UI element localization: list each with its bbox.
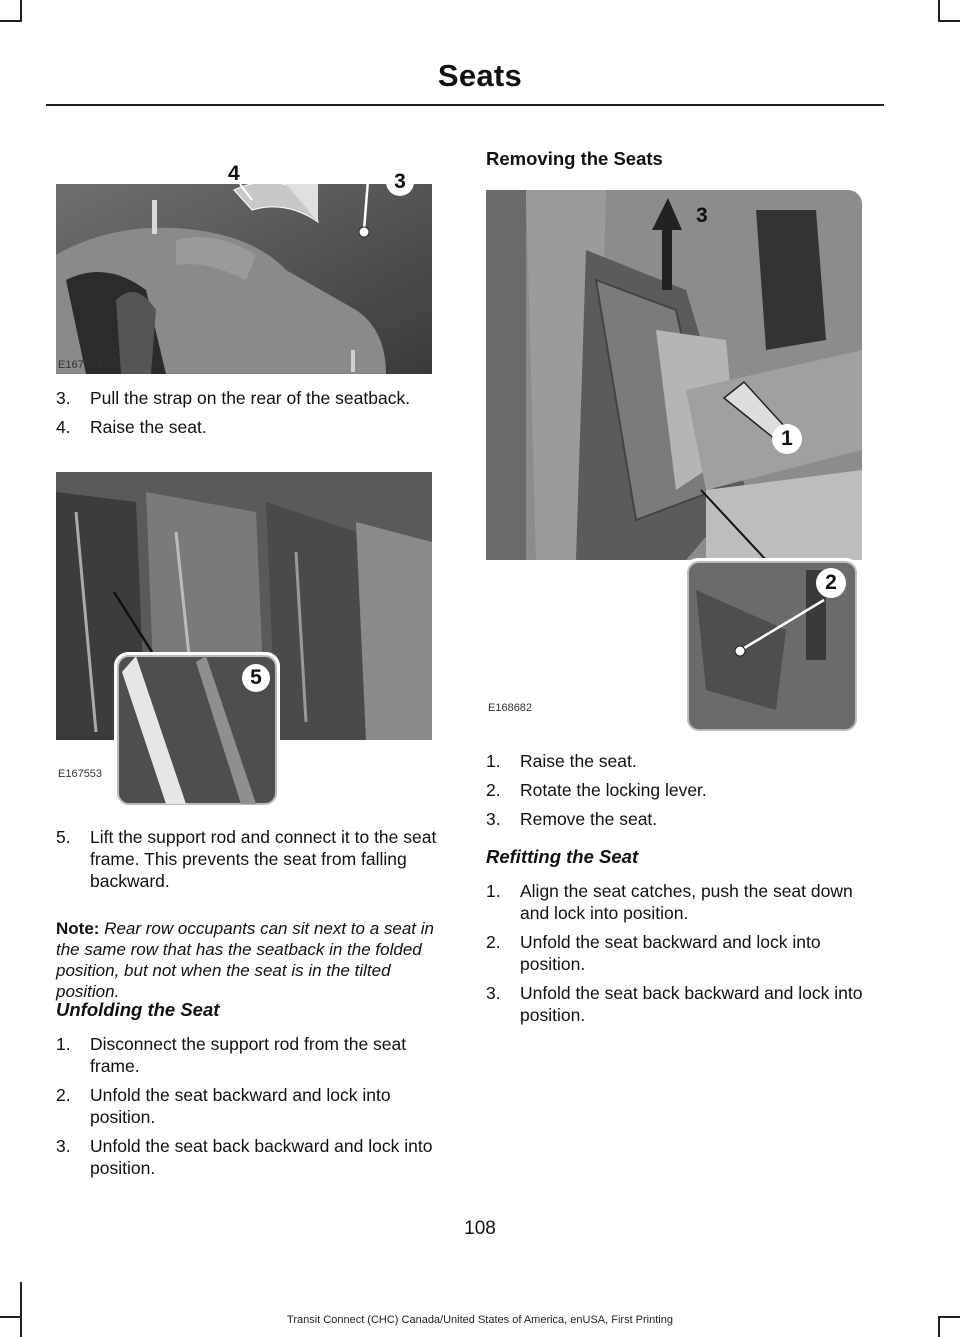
list-item: 5. Lift the support rod and connect it to the seat frame. This prevents the seat from falling backward. bbox=[56, 827, 437, 891]
steps-unfolding bbox=[56, 1033, 448, 1186]
note-label: Note: bbox=[56, 919, 100, 938]
figure-removing-seat bbox=[486, 190, 862, 734]
footer: Transit Connect (CHC) Canada/United States of America, enUSA, First Printing bbox=[287, 1314, 673, 1326]
callout-1: 1 bbox=[772, 424, 802, 454]
crop-mark bbox=[938, 0, 940, 22]
list-item: 3. Unfold the seat back backward and lock into position. bbox=[56, 1136, 433, 1178]
steps-refitting bbox=[486, 880, 886, 1033]
list-item: 4. Raise the seat. bbox=[56, 417, 207, 437]
figure-code: E167552 bbox=[58, 359, 103, 371]
callout-4: 4 bbox=[228, 162, 240, 185]
crop-mark bbox=[938, 20, 960, 22]
list-item: 3. Unfold the seat back backward and lock into position. bbox=[486, 983, 863, 1025]
list-item: 1. Raise the seat. bbox=[486, 751, 637, 771]
callout-3: 3 bbox=[386, 168, 414, 196]
list-item: 2. Unfold the seat backward and lock into position. bbox=[56, 1085, 391, 1127]
section-title-unfolding: Unfolding the Seat bbox=[56, 999, 220, 1020]
list-item: 2. Unfold the seat backward and lock into position. bbox=[486, 932, 821, 974]
header-rule bbox=[46, 104, 884, 106]
support-rod-illustration bbox=[56, 472, 432, 808]
crop-mark bbox=[20, 1282, 22, 1337]
crop-mark bbox=[20, 0, 22, 22]
list-item: 1. Disconnect the support rod from the seat frame. bbox=[56, 1034, 407, 1076]
page-number: 108 bbox=[464, 1218, 496, 1239]
figure-code: E167553 bbox=[58, 768, 103, 780]
callout-2: 2 bbox=[816, 568, 846, 598]
steps-strap bbox=[56, 387, 436, 445]
figure-strap-release bbox=[56, 160, 432, 374]
section-title-removing: Removing the Seats bbox=[486, 148, 663, 169]
note-text: Rear row occupants can sit next to a seat in the same row that has the seatback in the folded position, but not when the seat is in the tilted position. bbox=[56, 919, 434, 1001]
page-title: Seats bbox=[437, 58, 523, 93]
section-title-refitting: Refitting the Seat bbox=[486, 846, 639, 867]
list-item: 3. Pull the strap on the rear of the seatback. bbox=[56, 388, 411, 408]
callout-5: 5 bbox=[242, 664, 270, 692]
list-item: 1. Align the seat catches, push the seat down and lock into position. bbox=[486, 881, 853, 923]
steps-removing bbox=[486, 750, 886, 837]
figure-support-rod bbox=[56, 472, 432, 808]
callout-3: 3 bbox=[696, 204, 708, 227]
crop-mark bbox=[0, 20, 22, 22]
figure-code: E168682 bbox=[488, 702, 533, 714]
list-item: 3. Remove the seat. bbox=[486, 809, 658, 829]
seat-strap-illustration bbox=[56, 160, 432, 374]
note bbox=[56, 918, 448, 1002]
steps-support-rod bbox=[56, 826, 446, 899]
seat-removal-illustration bbox=[486, 190, 862, 734]
list-item: 2. Rotate the locking lever. bbox=[486, 780, 707, 800]
